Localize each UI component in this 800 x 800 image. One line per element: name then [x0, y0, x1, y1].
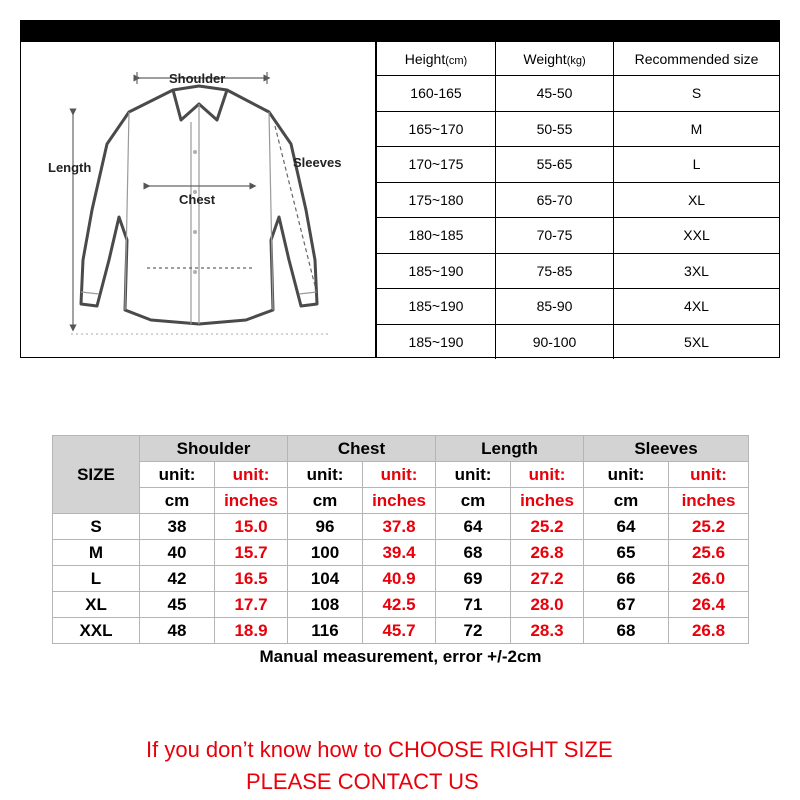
length-in-cell: 25.2: [511, 514, 584, 540]
recommended-table-row: [377, 76, 779, 112]
chest-label: Chest: [179, 192, 216, 207]
contact-line-2: PLEASE CONTACT US: [246, 769, 479, 794]
sleeves-in-cell: 26.8: [669, 618, 749, 644]
sleeves-cm-cell: 68: [584, 618, 669, 644]
unit-prefix-cm: unit:: [288, 462, 363, 488]
chest-in-cell: 40.9: [363, 566, 436, 592]
shirt-diagram: [21, 42, 377, 357]
shoulder-cm-cell: 42: [140, 566, 215, 592]
chest-in-cell: 42.5: [363, 592, 436, 618]
sleeves-group-header: Sleeves: [584, 436, 749, 462]
unit-cm: cm: [436, 488, 511, 514]
weight-cell: 55-65: [496, 147, 614, 183]
size-cell: M: [614, 111, 780, 147]
size-name-cell: M: [53, 540, 140, 566]
unit-cm: cm: [584, 488, 669, 514]
chest-in-cell: 37.8: [363, 514, 436, 540]
size-cell: 4XL: [614, 289, 780, 325]
sleeves-label: Sleeves: [293, 155, 342, 170]
height-cell: 185~190: [377, 253, 496, 289]
chest-cm-cell: 116: [288, 618, 363, 644]
length-in-cell: 28.0: [511, 592, 584, 618]
sleeves-in-cell: 25.2: [669, 514, 749, 540]
height-cell: 170~175: [377, 147, 496, 183]
shoulder-group-header: Shoulder: [140, 436, 288, 462]
unit-prefix-cm: unit:: [436, 462, 511, 488]
weight-header: Weight(kg): [496, 42, 614, 76]
unit-inches: inches: [669, 488, 749, 514]
unit-prefix-in: unit:: [215, 462, 288, 488]
size-table-unit-name-row: [53, 488, 749, 514]
unit-inches: inches: [215, 488, 288, 514]
size-table-row: [53, 514, 749, 540]
chest-cm-cell: 96: [288, 514, 363, 540]
sleeves-cm-cell: 67: [584, 592, 669, 618]
weight-cell: 90-100: [496, 324, 614, 359]
sleeves-cm-cell: 64: [584, 514, 669, 540]
size-table-footnote-row: [53, 644, 749, 671]
length-group-header: Length: [436, 436, 584, 462]
chest-in-cell: 45.7: [363, 618, 436, 644]
shoulder-in-cell: 18.9: [215, 618, 288, 644]
size-name-cell: L: [53, 566, 140, 592]
length-in-cell: 28.3: [511, 618, 584, 644]
size-table-unit-row: [53, 462, 749, 488]
weight-cell: 50-55: [496, 111, 614, 147]
unit-prefix-in: unit:: [669, 462, 749, 488]
recommended-table-row: [377, 218, 779, 254]
unit-prefix-in: unit:: [511, 462, 584, 488]
size-cell: XXL: [614, 218, 780, 254]
weight-cell: 45-50: [496, 76, 614, 112]
measurement-size-table: [52, 435, 749, 670]
recommended-table-row: [377, 111, 779, 147]
chest-cm-cell: 104: [288, 566, 363, 592]
shoulder-cm-cell: 40: [140, 540, 215, 566]
size-column-header: SIZE: [53, 436, 140, 514]
sleeves-in-cell: 26.0: [669, 566, 749, 592]
height-cell: 175~180: [377, 182, 496, 218]
shoulder-in-cell: 17.7: [215, 592, 288, 618]
recommended-size-table: [377, 42, 779, 359]
recommended-table-row: [377, 324, 779, 359]
sleeves-in-cell: 26.4: [669, 592, 749, 618]
height-cell: 185~190: [408, 333, 464, 350]
size-cell: 5XL: [614, 324, 780, 359]
shoulder-cm-cell: 48: [140, 618, 215, 644]
weight-cell: 65-70: [496, 182, 614, 218]
size-name-cell: XL: [53, 592, 140, 618]
unit-inches: inches: [511, 488, 584, 514]
length-cm-cell: 69: [436, 566, 511, 592]
size-table-row: [53, 540, 749, 566]
weight-cell: 70-75: [496, 218, 614, 254]
length-in-cell: 26.8: [511, 540, 584, 566]
length-in-cell: 27.2: [511, 566, 584, 592]
unit-prefix-in: unit:: [363, 462, 436, 488]
shoulder-cm-cell: 45: [140, 592, 215, 618]
size-name-cell: S: [53, 514, 140, 540]
chest-group-header: Chest: [288, 436, 436, 462]
height-header: Height(cm): [377, 42, 496, 76]
recommended-table-row: [377, 253, 779, 289]
size-table-row: [53, 592, 749, 618]
length-cm-cell: 71: [436, 592, 511, 618]
size-header: Recommended size: [614, 42, 780, 76]
size-guide-top-panel: [20, 42, 780, 358]
unit-prefix-cm: unit:: [140, 462, 215, 488]
size-table-row: [53, 618, 749, 644]
recommended-table-header: [377, 42, 779, 76]
length-cm-cell: 68: [436, 540, 511, 566]
unit-cm: cm: [288, 488, 363, 514]
shoulder-cm-cell: 38: [140, 514, 215, 540]
unit-prefix-cm: unit:: [584, 462, 669, 488]
sleeves-cm-cell: 66: [584, 566, 669, 592]
size-cell: S: [614, 76, 780, 112]
weight-cell: 75-85: [496, 253, 614, 289]
recommended-table-row: [377, 147, 779, 183]
length-cm-cell: 64: [436, 514, 511, 540]
size-table-row: [53, 566, 749, 592]
weight-cell: 85-90: [496, 289, 614, 325]
sleeves-cm-cell: 65: [584, 540, 669, 566]
size-cell: L: [614, 147, 780, 183]
unit-cm: cm: [140, 488, 215, 514]
recommended-table-row: [377, 289, 779, 325]
measurement-footnote: Manual measurement, error +/-2cm: [53, 644, 749, 671]
contact-line-1: If you don’t know how to CHOOSE RIGHT SIZE: [146, 737, 613, 762]
size-table-group-row: [53, 436, 749, 462]
chest-cm-cell: 100: [288, 540, 363, 566]
length-cm-cell: 72: [436, 618, 511, 644]
height-cell: 185~190: [377, 289, 496, 325]
shoulder-in-cell: 15.0: [215, 514, 288, 540]
height-cell: 180~185: [377, 218, 496, 254]
height-cell: 165~170: [377, 111, 496, 147]
shoulder-in-cell: 15.7: [215, 540, 288, 566]
unit-inches: inches: [363, 488, 436, 514]
height-cell: 160-165: [377, 76, 496, 112]
chest-cm-cell: 108: [288, 592, 363, 618]
top-black-bar: [20, 20, 780, 42]
shoulder-in-cell: 16.5: [215, 566, 288, 592]
length-label: Length: [48, 160, 92, 175]
chest-in-cell: 39.4: [363, 540, 436, 566]
size-cell: XL: [614, 182, 780, 218]
shoulder-label: Shoulder: [169, 71, 226, 86]
sleeves-in-cell: 25.6: [669, 540, 749, 566]
recommended-table-row: [377, 182, 779, 218]
size-cell: 3XL: [614, 253, 780, 289]
size-name-cell: XXL: [53, 618, 140, 644]
